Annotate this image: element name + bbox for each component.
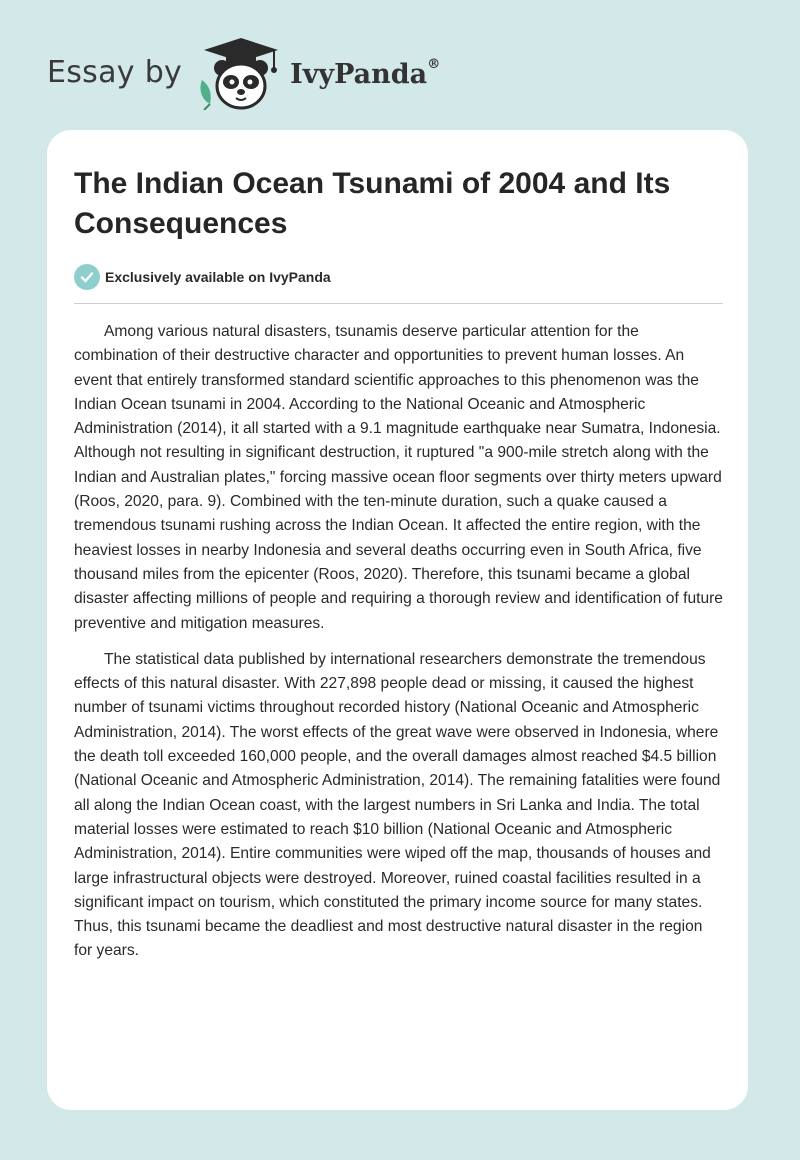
- check-icon: [74, 264, 100, 290]
- brand-name[interactable]: IvyPanda®: [290, 56, 441, 90]
- paragraph: Among various natural disasters, tsunamis deserve particular attention for the combination of their destructive character and opportunities to prevent human losses. An event that entirely transformed standard scientific approaches to this phenomenon was the Indian Ocean tsunami in 2004. According to the National Oceanic and Atmospheric Administration (2014), it all started with a 9.1 magnitude earthquake near Sumatra, Indonesia. Although not resulting in significant destruction, it ruptured "a 900-mile stretch along with the Indian and Australian plates," forcing massive ocean floor segments over thirty meters upward (Roos, 2020, para. 9). Combined with the ten-minute duration, such a quake caused a tremendous tsunami rushing across the Indian Ocean. It affected the entire region, with the heaviest losses in nearby Indonesia and several deaths occurring even in South Africa, five thousand miles from the epicenter (Roos, 2020). Therefore, this tsunami became a global disaster affecting millions of people and requiring a thorough review and identification of future preventive and mitigation measures.: [74, 323, 723, 632]
- panda-graduate-icon: [196, 34, 286, 110]
- exclusive-label: Exclusively available on IvyPanda: [105, 269, 331, 285]
- essay-title: The Indian Ocean Tsunami of 2004 and Its Consequences: [74, 167, 671, 240]
- site-header: [47, 34, 440, 110]
- essay-body: [74, 320, 723, 976]
- divider: [74, 303, 723, 304]
- registered-mark: ®: [427, 56, 441, 72]
- essay-card: [47, 130, 748, 1110]
- exclusive-badge: [74, 264, 331, 290]
- essay-by-label: Essay by: [47, 54, 183, 90]
- paragraph: The statistical data published by international researchers demonstrate the tremendous effects of this natural disaster. With 227,898 people dead or missing, it caused the highest number of tsunami victims throughout recorded history (National Oceanic and Atmospheric Administration, 2014). The worst effects of the great wave were observed in Indonesia, where the death toll exceeded 160,000 people, and the overall damages almost reached $4.5 billion (National Oceanic and Atmospheric Administration, 2014). The remaining fatalities were found all along the Indian Ocean coast, with the largest numbers in Sri Lanka and India. The total material losses were estimated to reach $10 billion (National Oceanic and Atmospheric Administration, 2014). Entire communities were wiped off the map, thousands of houses and large infrastructural objects were destroyed. Moreover, ruined coastal facilities resulted in a significant impact on tourism, which constituted the primary income source for many states. Thus, this tsunami became the deadliest and most destructive natural disaster in the region for years.: [74, 650, 721, 960]
